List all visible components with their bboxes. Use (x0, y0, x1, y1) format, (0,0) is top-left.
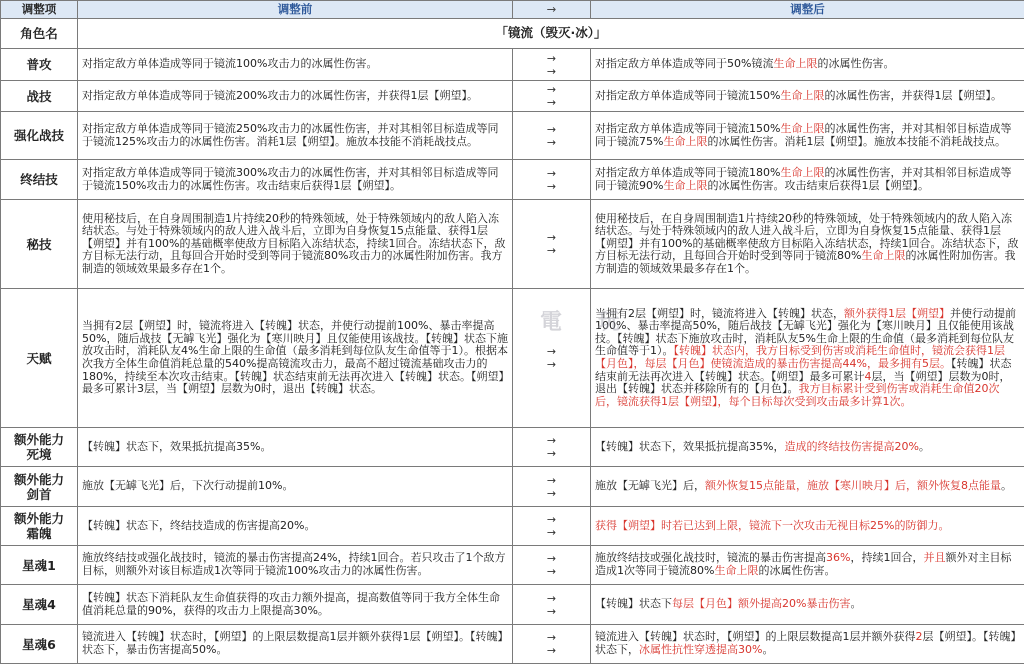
before-text: 对指定敌方单体造成等同于镜流300%攻击力的冰属性伤害，并对其相邻目标造成等同于镜流150%攻击力的冰属性伤害。攻击结束后获得1层【朔望】。 (78, 160, 513, 200)
character-name: 「镜流（毁灭·冰）」 (78, 19, 1024, 49)
text-segment: 对指定敌方单体造成等同于镜流150% (595, 122, 780, 135)
changed-text: 获得【朔望】时若已达到上限，镜流下一次攻击无视目标25%的防御力。 (595, 519, 949, 532)
changed-text: 2 (916, 630, 923, 643)
table-row (1, 112, 1024, 160)
after-text (591, 200, 1024, 289)
changed-text: 生命上限 (780, 166, 824, 179)
row-label: 额外能力 霜魄 (1, 507, 78, 546)
text-segment: 层【朔望】。【转魄】状态下， (595, 630, 1016, 656)
row-label: 天赋 (1, 289, 78, 428)
text-segment: 施放【无罅飞光】后， (595, 479, 705, 492)
arrow-icon: → (517, 52, 586, 65)
after-text (591, 160, 1024, 200)
table-row (1, 49, 1024, 81)
changed-text: 生命上限 (714, 564, 758, 577)
change-arrows (513, 625, 591, 664)
table-row (1, 200, 1024, 289)
before-text: 【转魄】状态下消耗队友生命值获得的攻击力额外提高，提高数值等同于我方全体生命值消耗总量的90%，获得的攻击力上限提高30%。 (78, 585, 513, 625)
header-arrow: → (513, 1, 591, 19)
arrow-icon: → (517, 565, 586, 578)
arrow-icon: → (517, 167, 586, 180)
text-segment: 使用秘技后，在自身周围制造1片持续20秒的特殊领域，处于特殊领域内的敌人陷入冻结状态。与处于特殊领域内的敌人进入战斗后，立即为自身恢复15点能量、获得1层【朔望】并有100%的基础概率使敌方目标陷入冻结状态，持续1回合。冻结状态下，敌方目标无法行动，且每回合开始时受到等同于镜流80% (595, 212, 1018, 263)
before-text: 镜流进入【转魄】状态时，【朔望】的上限层数提高1层并额外获得1层【朔望】。【转魄】状态下，暴击伤害提高50%。 (78, 625, 513, 664)
text-segment: 的冰属性伤害。 (817, 57, 894, 70)
text-segment: 。 (1001, 479, 1012, 492)
change-arrows (513, 160, 591, 200)
table-row (1, 160, 1024, 200)
arrow-icon: → (517, 526, 586, 539)
arrow-icon: → (517, 231, 586, 244)
row-label: 星魂1 (1, 546, 78, 585)
after-text (591, 49, 1024, 81)
changed-text: 生命上限 (773, 57, 817, 70)
table-row (1, 585, 1024, 625)
after-text (591, 507, 1024, 546)
after-text (591, 112, 1024, 160)
arrow-icon: → (517, 96, 586, 109)
row-label: 星魂6 (1, 625, 78, 664)
text-segment: 施放终结技或强化战技时，镜流的暴击伤害提高 (595, 551, 826, 564)
changed-text: 4 (865, 370, 872, 383)
row-label: 额外能力 剑首 (1, 467, 78, 507)
after-text (591, 467, 1024, 507)
change-arrows (513, 467, 591, 507)
change-arrows (513, 428, 591, 467)
changed-text: 冰属性抗性穿透提高30% (639, 643, 762, 656)
text-segment: 层，当【朔望】层数为0时，退出【转魄】状态并移除所有的【月色】。 (595, 370, 1011, 396)
row-label: 星魂4 (1, 585, 78, 625)
text-segment: 的冰属性伤害。攻击结束后获得1层【朔望】。 (707, 179, 929, 192)
changed-text: 生命上限 (780, 89, 824, 102)
text-segment: 的冰属性伤害。消耗1层【朔望】。施放本技能不消耗战技点。 (707, 135, 1006, 148)
text-segment: 对指定敌方单体造成等同于镜流180% (595, 166, 780, 179)
changed-text: 生命上限 (780, 122, 824, 135)
change-arrows (513, 289, 591, 428)
arrow-icon: → (517, 83, 586, 96)
change-arrows (513, 507, 591, 546)
after-text (591, 625, 1024, 664)
change-arrows (513, 49, 591, 81)
before-text: 对指定敌方单体造成等同于镜流100%攻击力的冰属性伤害。 (78, 49, 513, 81)
arrow-icon: → (517, 180, 586, 193)
before-text: 【转魄】状态下，效果抵抗提高35%。 (78, 428, 513, 467)
text-segment: 对指定敌方单体造成等同于镜流150% (595, 89, 780, 102)
changed-text: 【转魄】状态内，我方目标受到伤害或消耗生命值时，镜流会获得1层【月色】，每层【月色】使镜流造成的暴击伤害提高44%，最多拥有5层。 (595, 344, 1005, 370)
arrow-icon: → (517, 65, 586, 78)
text-segment: 对指定敌方单体造成等同于50%镜流 (595, 57, 773, 70)
arrow-icon: → (517, 447, 586, 460)
arrow-icon: → (517, 631, 586, 644)
text-segment: 【转魄】状态下，效果抵抗提高35%， (595, 440, 784, 453)
arrow-icon: → (517, 345, 586, 358)
text-segment: 的冰属性伤害，并获得1层【朔望】。 (824, 89, 1002, 102)
changed-text: 生命上限 (663, 135, 707, 148)
changed-text: 额外获得1层【朔望】 (844, 307, 950, 320)
text-segment: 【转魄】状态下 (595, 597, 672, 610)
text-segment: ，持续1回合， (850, 551, 923, 564)
change-arrows (513, 81, 591, 112)
before-text: 【转魄】状态下，终结技造成的伤害提高20%。 (78, 507, 513, 546)
text-segment: 并使行动提前100%、暴击率提高50%，随后战技【无罅飞光】强化为【寒川映月】且仅能使用该战技。【转魄】状态下施放攻击时，消耗队友5%生命上限的生命值（最多消耗到每位队友生命值等于1）。 (595, 307, 1016, 358)
text-segment: 镜流进入【转魄】状态时，【朔望】的上限层数提高1层并额外获得 (595, 630, 916, 643)
change-arrows (513, 200, 591, 289)
after-text (591, 289, 1024, 428)
character-row (1, 19, 1024, 49)
changed-text: 生命上限 (663, 179, 707, 192)
changed-text: 生命上限 (861, 249, 905, 262)
before-text: 对指定敌方单体造成等同于镜流250%攻击力的冰属性伤害，并对其相邻目标造成等同于镜流125%攻击力的冰属性伤害。消耗1层【朔望】。施放本技能不消耗战技点。 (78, 112, 513, 160)
table-row (1, 507, 1024, 546)
arrow-icon: → (517, 552, 586, 565)
row-label: 普攻 (1, 49, 78, 81)
text-segment: 。 (919, 440, 930, 453)
watermark: 電 玩 (540, 305, 634, 336)
arrow-icon: → (517, 244, 586, 257)
text-segment: 。 (850, 597, 861, 610)
before-text: 施放【无罅飞光】后，下次行动提前10%。 (78, 467, 513, 507)
changed-text: 并且 (923, 551, 945, 564)
arrow-icon: → (517, 513, 586, 526)
changed-text: 造成的终结技伤害提高20% (784, 440, 918, 453)
text-segment: 。 (762, 643, 773, 656)
text-segment: 的冰属性伤害，并对其相邻目标造成等同于镜流75% (595, 122, 1011, 148)
row-label: 秘技 (1, 200, 78, 289)
before-text: 使用秘技后，在自身周围制造1片持续20秒的特殊领域，处于特殊领域内的敌人陷入冻结状态。与处于特殊领域内的敌人进入战斗后，立即为自身恢复15点能量、获得1层【朔望】并有100%的基础概率使敌方目标陷入冻结状态，持续1回合。冻结状态下，敌方目标无法行动，且每回合开始时受到等同于镜流80%攻击力的冰属性附加伤害。我方制造的领域效果最多存在1个。 (78, 200, 513, 289)
arrow-icon: → (517, 605, 586, 618)
arrow-icon: → (517, 136, 586, 149)
row-label: 强化战技 (1, 112, 78, 160)
text-segment: 的冰属性附加伤害。我方制造的领域效果最多存在1个。 (595, 249, 1015, 275)
arrow-icon: → (517, 487, 586, 500)
table-row (1, 546, 1024, 585)
changed-text: 36% (826, 551, 850, 564)
header-before: 调整前 (78, 1, 513, 19)
table-row (1, 625, 1024, 664)
arrow-icon: → (517, 592, 586, 605)
change-arrows (513, 585, 591, 625)
text-segment: 的冰属性伤害。 (758, 564, 835, 577)
change-arrows (513, 112, 591, 160)
text-segment: 额外对主目标造成1次等同于镜流80% (595, 551, 1011, 577)
after-text (591, 428, 1024, 467)
row-label: 终结技 (1, 160, 78, 200)
character-label: 角色名 (1, 19, 78, 49)
table-row (1, 81, 1024, 112)
arrow-icon: → (517, 434, 586, 447)
changed-text: 额外恢复15点能量，施放【寒川映月】后，额外恢复8点能量 (705, 479, 1001, 492)
table-row (1, 289, 1024, 428)
before-text: 施放终结技或强化战技时，镜流的暴击伤害提高24%，持续1回合。若只攻击了1个敌方目标，则额外对该目标造成1次等同于镜流100%攻击力的冰属性伤害。 (78, 546, 513, 585)
header-item: 调整项 (1, 1, 78, 19)
text-segment: 【转魄】状态结束前无法再次进入【转魄】状态。【朔望】最多可累计 (595, 357, 1011, 383)
changed-text: 每层【月色】额外提高20%暴击伤害 (672, 597, 850, 610)
changed-text: 我方目标累计受到伤害或消耗生命值20次后，镜流获得1层【朔望】，每个目标每次受到攻击最多计算1次。 (595, 382, 1000, 408)
arrow-icon: → (517, 474, 586, 487)
before-text: 当拥有2层【朔望】时，镜流将进入【转魄】状态，并使行动提前100%、暴击率提高50%，随后战技【无罅飞光】强化为【寒川映月】且仅能使用该战技。【转魄】状态下施放攻击时，消耗队友4%生命上限的生命值（最多消耗到每位队友生命值等于1）。根据本次我方全体生命值消耗总量的540%提高镜流攻击力，最高不超过镜流基础攻击力的180%，持续至本次攻击结束。【转魄】状态结束前无法再次进入【转魄】状态。【朔望】最多可累计3层，当【朔望】层数为0时，退出【转魄】状态。 (78, 289, 513, 428)
arrow-icon: → (517, 123, 586, 136)
before-text: 对指定敌方单体造成等同于镜流200%攻击力的冰属性伤害，并获得1层【朔望】。 (78, 81, 513, 112)
text-segment: 当拥有2层【朔望】时，镜流将进入【转魄】状态， (595, 307, 844, 320)
row-label: 额外能力 死境 (1, 428, 78, 467)
after-text (591, 81, 1024, 112)
table-header-row (1, 1, 1024, 19)
row-label: 战技 (1, 81, 78, 112)
change-arrows (513, 546, 591, 585)
table-row (1, 467, 1024, 507)
after-text (591, 546, 1024, 585)
arrow-icon: → (517, 358, 586, 371)
text-segment: 的冰属性伤害，并对其相邻目标造成等同于镜流90% (595, 166, 1011, 192)
after-text (591, 585, 1024, 625)
arrow-icon: → (517, 644, 586, 657)
header-after: 调整后 (591, 1, 1024, 19)
table-row (1, 428, 1024, 467)
